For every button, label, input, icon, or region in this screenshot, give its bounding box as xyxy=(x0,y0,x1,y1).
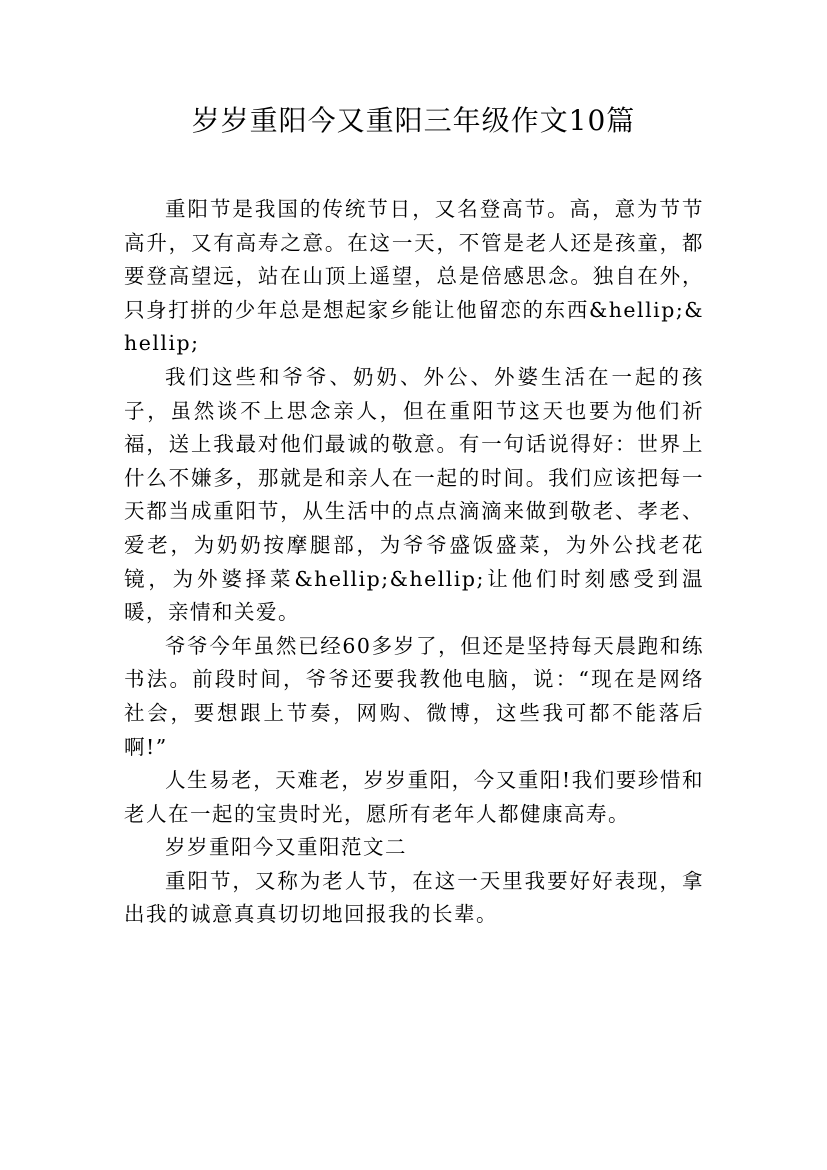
paragraph-1: 重阳节是我国的传统节日，又名登高节。高，意为节节高升，又有高寿之意。在这一天，不管是老人还是孩童，都要登高望远，站在山顶上遥望，总是倍感思念。独自在外，只身打拼的少年总是想起家乡能让他留恋的东西&hellip;&hellip; xyxy=(124,197,704,356)
section-heading: 岁岁重阳今又重阳范文二 xyxy=(165,835,407,860)
paragraph-5: 重阳节，又称为老人节，在这一天里我要好好表现，拿出我的诚意真真切切地回报我的长辈。 xyxy=(124,868,704,927)
document-body xyxy=(124,193,704,932)
paragraph-2: 我们这些和爷爷、奶奶、外公、外婆生活在一起的孩子，虽然谈不上思念亲人，但在重阳节这天也要为他们祈福，送上我最对他们最诚的敬意。有一句话说得好：世界上什么不嫌多，那就是和亲人在一起的时间。我们应该把每一天都当成重阳节，从生活中的点点滴滴来做到敬老、孝老、爱老，为奶奶按摩腿部，为爷爷盛饭盛菜，为外公找老花镜，为外婆择菜&hellip;&hellip;让他们时刻感受到温暖，亲情和关爱。 xyxy=(124,364,704,625)
paragraph-4: 人生易老，天难老，岁岁重阳，今又重阳!我们要珍惜和老人在一起的宝贵时光，愿所有老年人都健康高寿。 xyxy=(124,768,704,826)
paragraph-3: 爷爷今年虽然已经60多岁了，但还是坚持每天晨跑和练书法。前段时间，爷爷还要我教他电脑，说：“现在是网络社会，要想跟上节奏，网购、微博，这些我可都不能落后啊!” xyxy=(124,633,704,759)
document-title: 岁岁重阳今又重阳三年级作文10篇 xyxy=(191,104,636,137)
